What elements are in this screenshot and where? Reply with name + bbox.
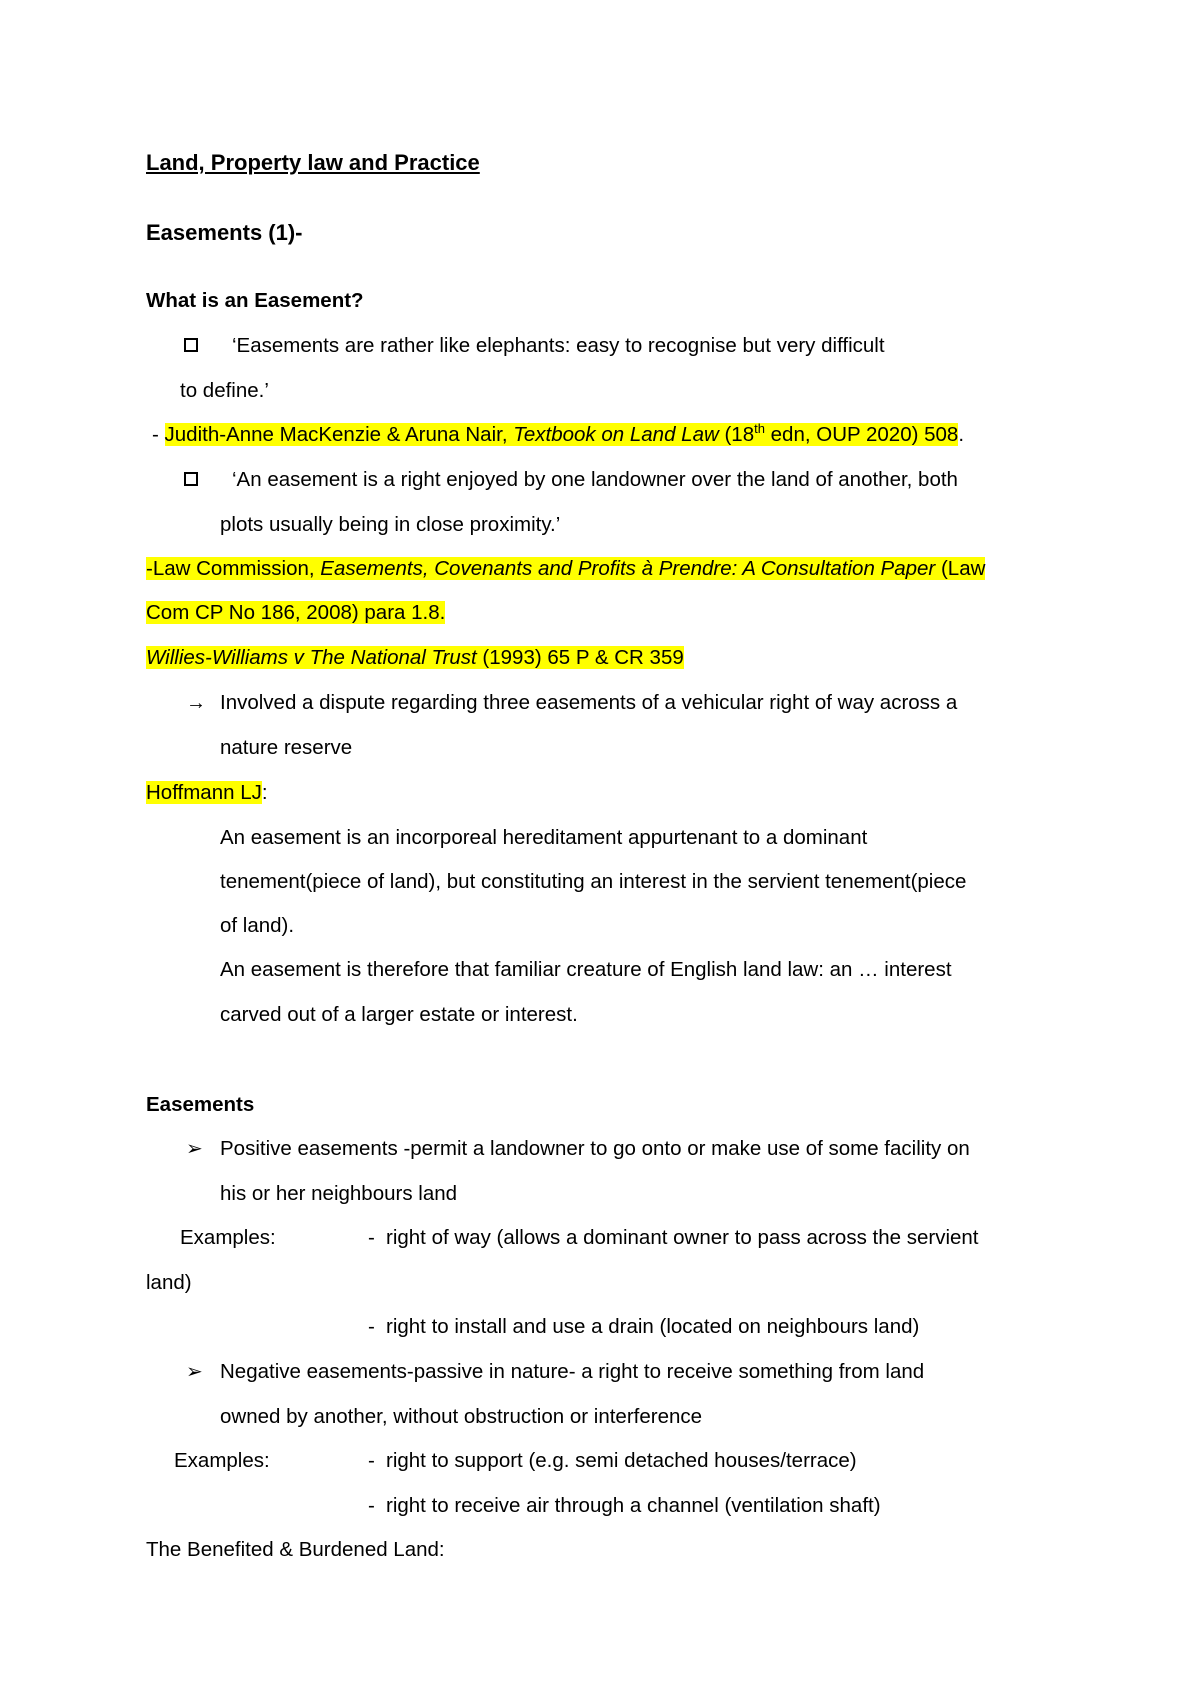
dictum-line: An easement is an incorporeal hereditament appurtenant to a dominant	[220, 826, 868, 849]
positive-easements-line-1: Positive easements -permit a landowner to go onto or make use of some facility on	[220, 1137, 970, 1160]
quote-1-line-1: ‘Easements are rather like elephants: easy to recognise but very difficult	[232, 334, 885, 357]
arrow-point-line-2: nature reserve	[220, 736, 353, 759]
positive-example-2: right to install and use a drain (located on neighbours land)	[386, 1315, 920, 1338]
checkbox-bullet-icon	[184, 472, 198, 486]
dictum-line: An easement is therefore that familiar creature of English land law: an … interest	[220, 958, 952, 981]
dash-bullet: -	[368, 1315, 375, 1338]
negative-example-1: right to support (e.g. semi detached houses/terrace)	[386, 1449, 857, 1472]
dictum-line: of land).	[220, 914, 295, 937]
dash-bullet: -	[368, 1449, 375, 1472]
chevron-bullet-icon: ➢	[186, 1361, 203, 1383]
citation-2-line-2: Com CP No 186, 2008) para 1.8.	[146, 601, 446, 624]
negative-example-2: right to receive air through a channel (ventilation shaft)	[386, 1494, 881, 1517]
arrow-point-line-1: Involved a dispute regarding three easements of a vehicular right of way across a	[220, 691, 958, 714]
negative-easements-line-2: owned by another, without obstruction or interference	[220, 1405, 703, 1428]
citation-2-line-1: -Law Commission, Easements, Covenants and Profits à Prendre: A Consultation Paper (Law	[146, 557, 986, 580]
easements-heading: Easements	[146, 1093, 255, 1116]
section-heading: Easements (1)-	[146, 220, 303, 245]
dash-bullet: -	[368, 1494, 375, 1517]
judge-name: Hoffmann LJ:	[146, 781, 268, 804]
dash-bullet: -	[368, 1226, 375, 1249]
negative-easements-line-1: Negative easements-passive in nature- a right to receive something from land	[220, 1360, 925, 1383]
quote-2-line-2: plots usually being in close proximity.’	[220, 513, 561, 536]
citation-1: - Judith-Anne MacKenzie & Aruna Nair, Textbook on Land Law (18th edn, OUP 2020) 508.	[152, 421, 965, 446]
subheading-what-is: What is an Easement?	[146, 289, 364, 312]
dictum-line: tenement(piece of land), but constituting an interest in the servient tenement(piece	[220, 870, 967, 893]
quote-1-line-2: to define.’	[180, 379, 269, 402]
quote-2-line-1: ‘An easement is a right enjoyed by one landowner over the land of another, both	[232, 468, 958, 491]
dictum-line: carved out of a larger estate or interest.	[220, 1003, 578, 1026]
arrow-right-icon: →	[186, 692, 206, 714]
checkbox-bullet-icon	[184, 338, 198, 352]
case-citation: Willies-Williams v The National Trust (1993) 65 P & CR 359	[146, 646, 684, 669]
positive-example-1-line-1: right of way (allows a dominant owner to pass across the servient	[386, 1226, 979, 1249]
page-title: Land, Property law and Practice	[146, 150, 480, 175]
benefited-burdened-heading: The Benefited & Burdened Land:	[146, 1538, 445, 1561]
examples-label: Examples:	[174, 1449, 270, 1472]
positive-example-1-line-2: land)	[146, 1271, 192, 1294]
chevron-bullet-icon: ➢	[186, 1138, 203, 1160]
positive-easements-line-2: his or her neighbours land	[220, 1182, 458, 1205]
examples-label: Examples:	[180, 1226, 276, 1249]
